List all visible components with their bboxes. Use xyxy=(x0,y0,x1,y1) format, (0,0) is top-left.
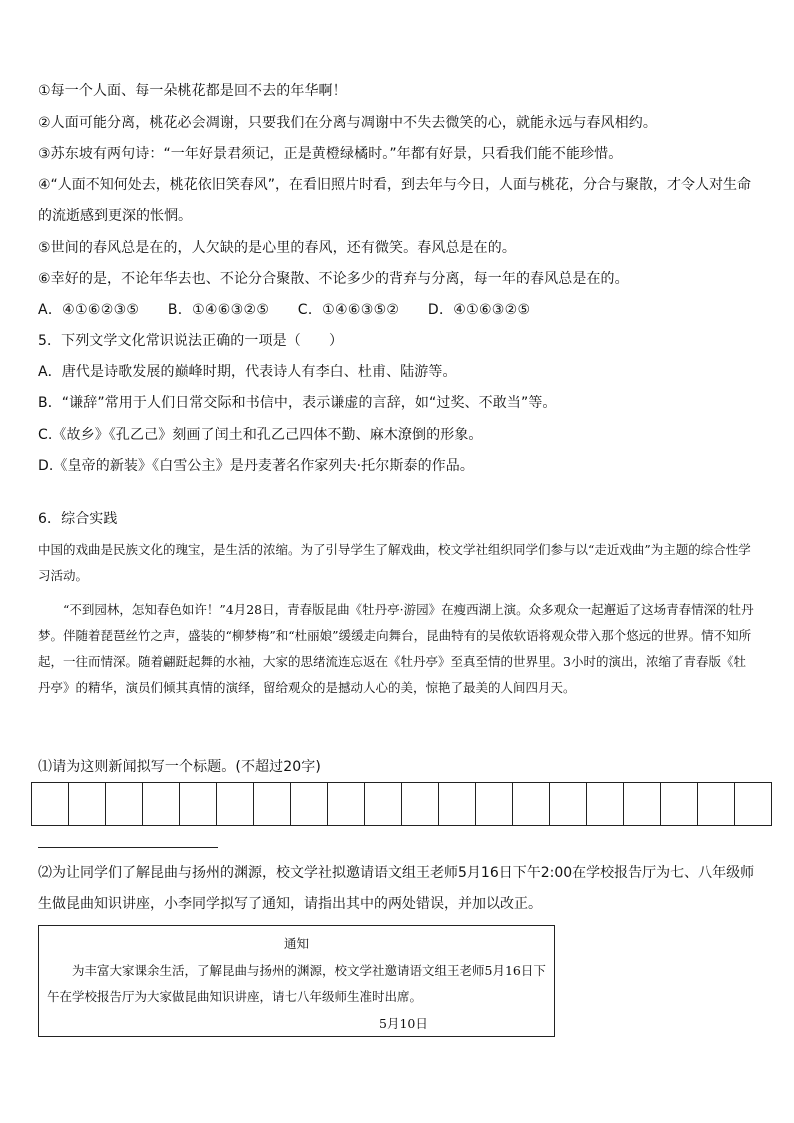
notice-body: 为丰富大家课余生活，了解昆曲与扬州的渊源，校文学社邀请语文组王老师5月16日下午在学校报告厅为大家做昆曲知识讲座，请七八年级师生准时出席。 xyxy=(47,963,546,1004)
answer-cell[interactable] xyxy=(32,782,69,826)
answer-cell[interactable] xyxy=(735,782,772,826)
q5-option-d: D.《皇帝的新装》《白雪公主》是丹麦著名作家列夫·托尔斯泰的作品。 xyxy=(38,458,474,474)
q6-intro: 中国的戏曲是民族文化的瑰宝，是生活的浓缩。为了引导学生了解戏曲，校文学社组织同学们参与以“走近戏曲”为主题的综合性学习活动。 xyxy=(38,542,751,583)
answer-cell[interactable] xyxy=(587,782,624,826)
q5-option-c: C.《故乡》《孔乙己》刻画了闰土和孔乙己四体不勤、麻木潦倒的形象。 xyxy=(38,427,483,443)
answer-cell[interactable] xyxy=(550,782,587,826)
q6-sub2: ⑵为让同学们了解昆曲与扬州的渊源，校文学社拟邀请语文组王老师5月16日下午2:00在学校报告厅为七、八年级师生做昆曲知识讲座，小李同学拟写了通知，请指出其中的两处错误，并加以改正。 xyxy=(38,865,755,912)
q5-option-b: B．“谦辞”常用于人们日常交际和书信中，表示谦虚的言辞，如“过奖、不敢当”等。 xyxy=(38,395,557,411)
answer-cell[interactable] xyxy=(217,782,254,826)
notice-title: 通知 xyxy=(283,936,309,951)
answer-cell[interactable] xyxy=(698,782,735,826)
sentence-6: ⑥幸好的是，不论年华去也、不论分合聚散、不论多少的背弃与分离，每一年的春风总是在的。 xyxy=(38,271,629,287)
answer-cell[interactable] xyxy=(439,782,476,826)
answer-cell[interactable] xyxy=(476,782,513,826)
answer-cell[interactable] xyxy=(254,782,291,826)
answer-cell[interactable] xyxy=(513,782,550,826)
answer-cell[interactable] xyxy=(365,782,402,826)
sentence-3: ③苏东坡有两句诗：“一年好景君须记，正是黄橙绿橘时。”年都有好景，只看我们能不能珍惜。 xyxy=(38,146,623,162)
answer-cell[interactable] xyxy=(180,782,217,826)
answer-cell[interactable] xyxy=(661,782,698,826)
notice-box xyxy=(38,925,555,1037)
answer-cell[interactable] xyxy=(69,782,106,826)
q5-stem: 5．下列文学文化常识说法正确的一项是（ ） xyxy=(38,333,344,349)
answer-cell[interactable] xyxy=(624,782,661,826)
sentence-1: ①每一个人面、每一朵桃花都是回不去的年华啊！ xyxy=(38,83,347,99)
answer-cell[interactable] xyxy=(143,782,180,826)
answer-cell[interactable] xyxy=(402,782,439,826)
answer-cell[interactable] xyxy=(291,782,328,826)
q4-options: A．④①⑥②③⑤ B．①④⑥③②⑤ C．①④⑥③⑤② D．④①⑥③②⑤ xyxy=(38,302,531,318)
sentence-2: ②人面可能分离，桃花必会凋谢，只要我们在分离与凋谢中不失去微笑的心，就能永远与春风相约。 xyxy=(38,115,657,131)
q6-heading: 6．综合实践 xyxy=(38,511,118,527)
sentence-4: ④“人面不知何处去，桃花依旧笑春风”，在看旧照片时看，到去年与今日，人面与桃花，分合与聚散，才令人对生命的流逝感到更深的怅惘。 xyxy=(38,177,752,224)
q6-sub1: ⑴请为这则新闻拟写一个标题。(不超过20字) xyxy=(38,759,321,775)
answer-cell[interactable] xyxy=(328,782,365,826)
sentence-5: ⑤世间的春风总是在的，人欠缺的是心里的春风，还有微笑。春风总是在的。 xyxy=(38,240,516,256)
notice-date: 5月10日 xyxy=(379,1016,428,1031)
answer-cell[interactable] xyxy=(106,782,143,826)
q6-passage: “不到园林，怎知春色如许！”4月28日，青春版昆曲《牡丹亭·游园》在瘦西湖上演。众多观众一起邂逅了这场青春情深的牡丹梦。伴随着琵琶丝竹之声，盛装的“柳梦梅”和“杜丽娘”缓缓走向舞台，昆曲特有的吴侬软语将观众带入那个悠远的世界。情不知所起，一往而情深。随着翩跹起舞的水袖，大家的思绪流连忘返在《牡丹亭》至真至情的世界里。3小时的演出，浓缩了青春版《牡丹亭》的精华，演员们倾其真情的演绎，留给观众的是撼动人心的美，惊艳了最美的人间四月天。 xyxy=(38,602,754,695)
answer-grid[interactable] xyxy=(31,782,772,826)
q5-option-a: A．唐代是诗歌发展的巅峰时期，代表诗人有李白、杜甫、陆游等。 xyxy=(38,364,457,380)
answer-underline[interactable] xyxy=(38,847,218,848)
